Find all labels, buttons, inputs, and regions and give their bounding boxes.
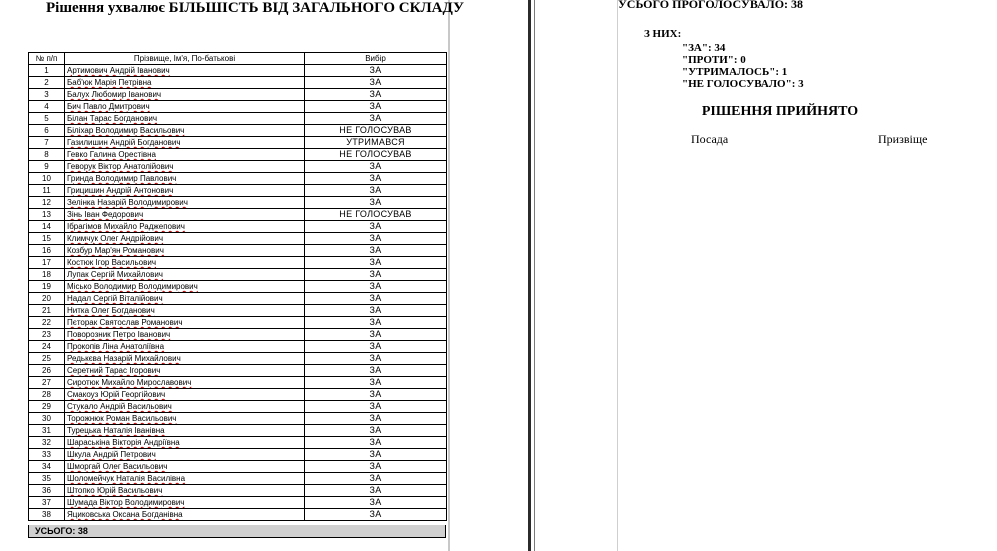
vote-choice: ЗА (305, 401, 447, 413)
row-number: 20 (29, 293, 65, 305)
row-number: 5 (29, 113, 65, 125)
table-row (29, 77, 447, 89)
table-header-row (29, 53, 447, 65)
table-row (29, 101, 447, 113)
vote-choice: ЗА (305, 185, 447, 197)
row-number: 1 (29, 65, 65, 77)
row-number: 26 (29, 365, 65, 377)
table-row (29, 485, 447, 497)
row-number: 21 (29, 305, 65, 317)
vote-choice: УТРИМАВСЯ (305, 137, 447, 149)
row-number: 8 (29, 149, 65, 161)
header-choice: Вибір (305, 53, 447, 65)
vote-choice: ЗА (305, 473, 447, 485)
deputy-name: Шумада Віктор Володимирович (65, 497, 305, 509)
table-row (29, 65, 447, 77)
table-row (29, 221, 447, 233)
row-number: 38 (29, 509, 65, 521)
row-number: 10 (29, 173, 65, 185)
deputy-name: Ібрагімов Михайло Раджепович (65, 221, 305, 233)
deputy-name: Шоломейчук Наталія Василівна (65, 473, 305, 485)
vote-choice: ЗА (305, 77, 447, 89)
deputy-name: Шкула Андрій Петрович (65, 449, 305, 461)
vote-choice: ЗА (305, 293, 447, 305)
table-row (29, 197, 447, 209)
table-row (29, 461, 447, 473)
table-row (29, 281, 447, 293)
deputy-name: Білан Тарас Богданович (65, 113, 305, 125)
row-number: 4 (29, 101, 65, 113)
row-number: 13 (29, 209, 65, 221)
row-number: 33 (29, 449, 65, 461)
table-row (29, 89, 447, 101)
row-number: 3 (29, 89, 65, 101)
deputy-name: Штопко Юрій Васильович (65, 485, 305, 497)
row-number: 14 (29, 221, 65, 233)
table-row (29, 329, 447, 341)
table-row (29, 389, 447, 401)
votes-table (28, 52, 447, 521)
header-name: Прізвище, Ім'я, По-батькові (65, 53, 305, 65)
vote-choice: ЗА (305, 425, 447, 437)
deputy-name: Бич Павло Дмитрович (65, 101, 305, 113)
left-gutter (0, 0, 24, 551)
vote-choice: ЗА (305, 329, 447, 341)
table-row (29, 305, 447, 317)
position-label: Посада (691, 132, 729, 146)
row-number: 17 (29, 257, 65, 269)
row-number: 34 (29, 461, 65, 473)
vote-choice: ЗА (305, 257, 447, 269)
vote-choice: ЗА (305, 89, 447, 101)
row-number: 25 (29, 353, 65, 365)
table-row (29, 269, 447, 281)
row-number: 15 (29, 233, 65, 245)
table-row (29, 317, 447, 329)
row-number: 22 (29, 317, 65, 329)
row-number: 35 (29, 473, 65, 485)
row-number: 16 (29, 245, 65, 257)
deputy-name: Гевко Галина Орестівна (65, 149, 305, 161)
row-number: 7 (29, 137, 65, 149)
vote-choice: ЗА (305, 161, 447, 173)
table-row (29, 413, 447, 425)
table-row (29, 449, 447, 461)
vote-choice: ЗА (305, 221, 447, 233)
deputy-name: Пєторак Святослав Романович (65, 317, 305, 329)
deputy-name: Балух Любомир Іванович (65, 89, 305, 101)
table-row (29, 173, 447, 185)
row-number: 27 (29, 377, 65, 389)
row-number: 18 (29, 269, 65, 281)
deputy-name: Турецька Наталія Іванівна (65, 425, 305, 437)
vote-choice: ЗА (305, 113, 447, 125)
deputy-name: Яциковська Оксана Богданівна (65, 509, 305, 521)
votes-table-body (29, 65, 447, 521)
table-row (29, 353, 447, 365)
surname-label: Призвіще (878, 132, 928, 146)
deputy-name: Лупак Сергій Михайлович (65, 269, 305, 281)
table-row (29, 377, 447, 389)
deputy-name: Поворозник Петро Іванович (65, 329, 305, 341)
deputy-name: Місько Володимир Володимирович (65, 281, 305, 293)
page-edge (448, 0, 450, 551)
vote-choice: ЗА (305, 269, 447, 281)
table-row (29, 185, 447, 197)
document-title: Рішення ухвалює БІЛЬШІСТЬ ВІД ЗАГАЛЬНОГО СКЛАДУ (46, 0, 464, 16)
deputy-name: Серетний Тарас Ігорович (65, 365, 305, 377)
deputy-name: Смакоуз Юрій Георгійович (65, 389, 305, 401)
deputy-name: Газилишин Андрій Богданович (65, 137, 305, 149)
row-number: 31 (29, 425, 65, 437)
divider-line-thin (534, 0, 535, 551)
right-margin-guide (617, 0, 618, 551)
vote-choice: НЕ ГОЛОСУВАВ (305, 149, 447, 161)
vote-choice: ЗА (305, 497, 447, 509)
page-divider (528, 0, 538, 551)
row-number: 11 (29, 185, 65, 197)
vote-choice: ЗА (305, 461, 447, 473)
vote-choice: НЕ ГОЛОСУВАВ (305, 125, 447, 137)
row-number: 12 (29, 197, 65, 209)
vote-choice: ЗА (305, 197, 447, 209)
vote-choice: ЗА (305, 305, 447, 317)
table-row (29, 365, 447, 377)
table-row (29, 245, 447, 257)
deputy-name: Козбур Мар'ян Романович (65, 245, 305, 257)
row-number: 24 (29, 341, 65, 353)
vote-choice: НЕ ГОЛОСУВАВ (305, 209, 447, 221)
vote-choice: ЗА (305, 449, 447, 461)
deputy-name: Редькєва Назарій Михайлович (65, 353, 305, 365)
vote-choice: ЗА (305, 233, 447, 245)
table-total: УСЬОГО: 38 (28, 525, 446, 538)
table-row (29, 209, 447, 221)
count-against: "ПРОТИ": 0 (682, 54, 746, 66)
deputy-name: Надал Сергій Віталійович (65, 293, 305, 305)
deputy-name: Біліхар Володимир Васильович (65, 125, 305, 137)
deputy-name: Геворук Віктор Анатолійович (65, 161, 305, 173)
table-row (29, 149, 447, 161)
table-row (29, 257, 447, 269)
deputy-name: Грицишин Андрій Антонович (65, 185, 305, 197)
table-row (29, 425, 447, 437)
deputy-name: Торожнюк Роман Васильович (65, 413, 305, 425)
deputy-name: Баб'юк Марія Петрівна (65, 77, 305, 89)
table-row (29, 161, 447, 173)
table-row (29, 293, 447, 305)
table-row (29, 509, 447, 521)
deputy-name: Зінь Іван Федорович (65, 209, 305, 221)
vote-choice: ЗА (305, 413, 447, 425)
vote-choice: ЗА (305, 173, 447, 185)
row-number: 9 (29, 161, 65, 173)
row-number: 30 (29, 413, 65, 425)
row-number: 36 (29, 485, 65, 497)
table-row (29, 233, 447, 245)
deputy-name: Гринда Володимир Павлович (65, 173, 305, 185)
vote-choice: ЗА (305, 485, 447, 497)
deputy-name: Нитка Олег Богданович (65, 305, 305, 317)
vote-choice: ЗА (305, 317, 447, 329)
vote-choice: ЗА (305, 353, 447, 365)
table-row (29, 137, 447, 149)
count-abstained: "УТРИМАЛОСЬ": 1 (682, 66, 788, 78)
deputy-name: Стукало Андрій Васильович (65, 401, 305, 413)
deputy-name: Сиротюк Михайло Мирославович (65, 377, 305, 389)
vote-choice: ЗА (305, 65, 447, 77)
row-number: 28 (29, 389, 65, 401)
deputy-name: Шараськіна Вікторія Андріївна (65, 437, 305, 449)
row-number: 29 (29, 401, 65, 413)
vote-choice: ЗА (305, 509, 447, 521)
row-number: 23 (29, 329, 65, 341)
table-row (29, 125, 447, 137)
vote-choice: ЗА (305, 101, 447, 113)
table-row (29, 437, 447, 449)
header-number: № п/п (29, 53, 65, 65)
table-row (29, 113, 447, 125)
table-row (29, 341, 447, 353)
row-number: 32 (29, 437, 65, 449)
count-for: "ЗА": 34 (682, 42, 726, 54)
deputy-name: Зелінка Назарій Володимирович (65, 197, 305, 209)
row-number: 6 (29, 125, 65, 137)
decision-result: РІШЕННЯ ПРИЙНЯТО (701, 104, 859, 119)
deputy-name: Климчук Олег Андрійович (65, 233, 305, 245)
count-not-voted: "НЕ ГОЛОСУВАЛО": 3 (682, 78, 804, 90)
deputy-name: Прокопів Ліна Анатоліївна (65, 341, 305, 353)
table-row (29, 473, 447, 485)
vote-choice: ЗА (305, 437, 447, 449)
vote-choice: ЗА (305, 389, 447, 401)
vote-choice: ЗА (305, 341, 447, 353)
deputy-name: Артимович Андрій Іванович (65, 65, 305, 77)
total-voted: УСЬОГО ПРОГОЛОСУВАЛО: 38 (618, 0, 804, 11)
vote-choice: ЗА (305, 281, 447, 293)
row-number: 2 (29, 77, 65, 89)
table-row (29, 497, 447, 509)
divider-line (528, 0, 531, 551)
vote-choice: ЗА (305, 377, 447, 389)
row-number: 37 (29, 497, 65, 509)
row-number: 19 (29, 281, 65, 293)
of-them-label: З НИХ: (644, 28, 682, 40)
table-row (29, 401, 447, 413)
deputy-name: Костюк Ігор Васильович (65, 257, 305, 269)
deputy-name: Шморгай Олег Васильович (65, 461, 305, 473)
vote-choice: ЗА (305, 245, 447, 257)
vote-choice: ЗА (305, 365, 447, 377)
